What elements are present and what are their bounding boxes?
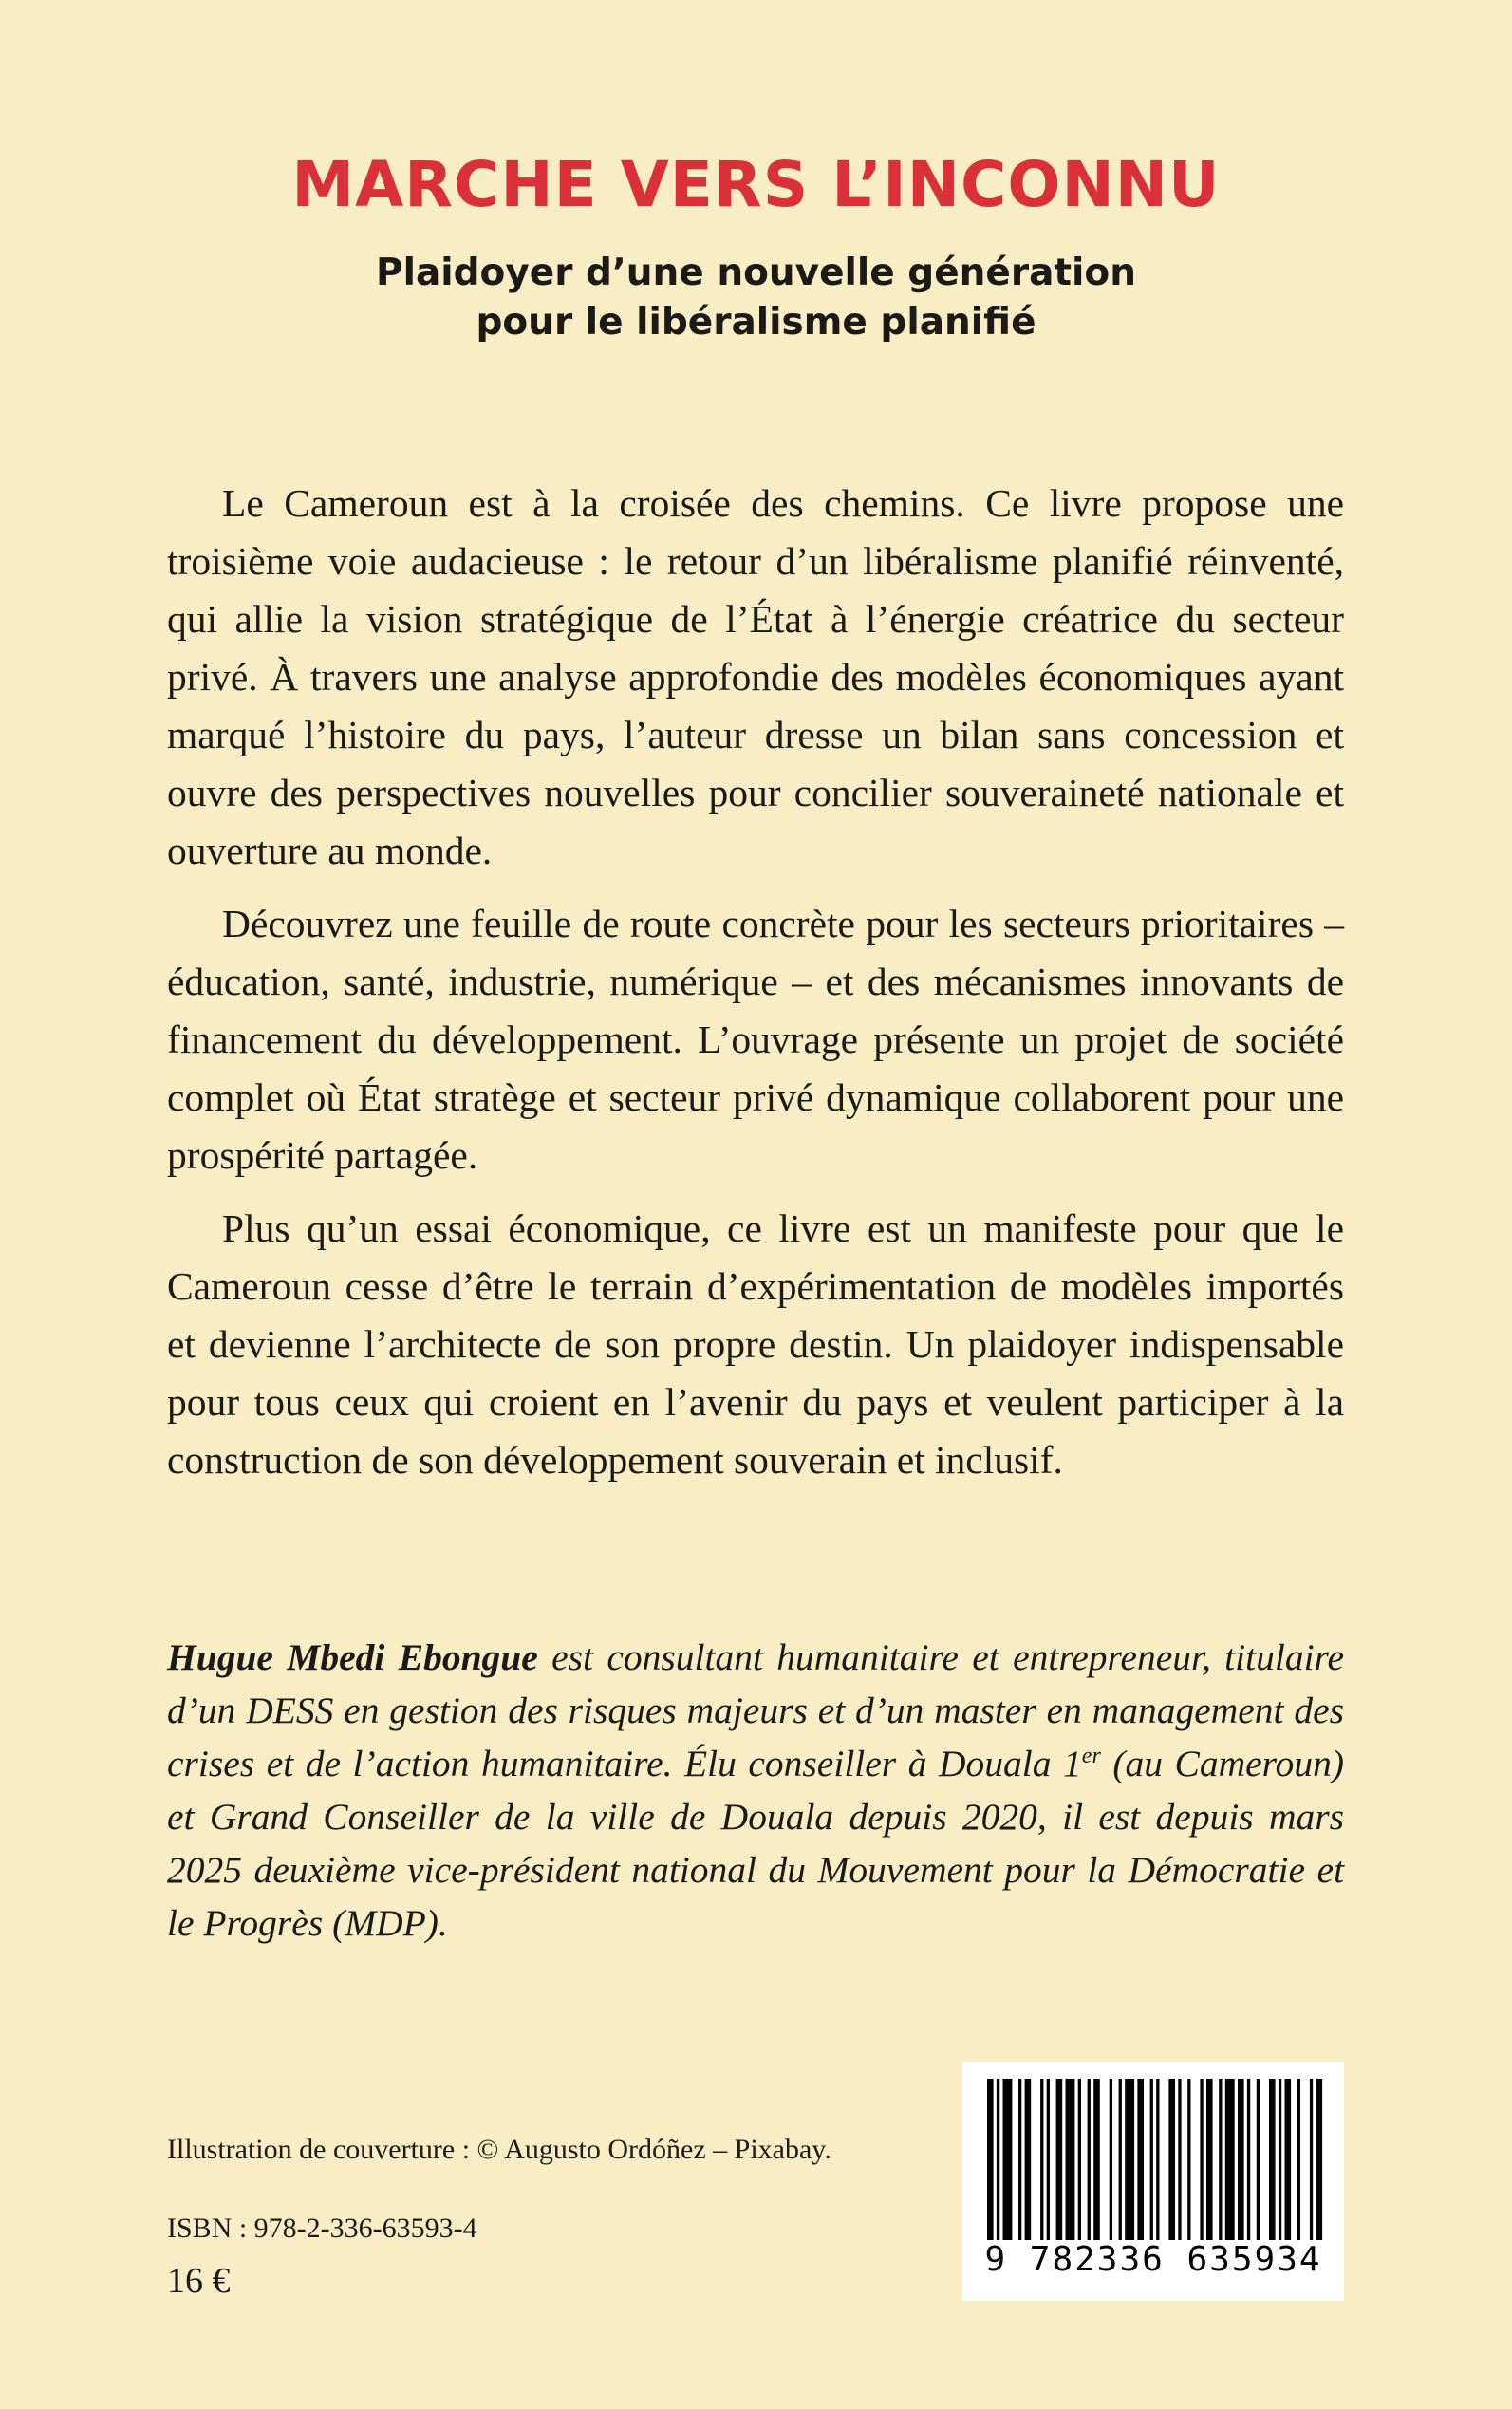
barcode-bar	[1269, 2079, 1276, 2240]
barcode-bar	[1137, 2079, 1144, 2240]
barcode-bar	[1150, 2079, 1153, 2240]
subtitle-line-2: pour le libéralisme planifié	[476, 301, 1036, 344]
barcode-bar	[1279, 2079, 1281, 2240]
barcode-bar	[1156, 2079, 1159, 2240]
barcode-bar	[1238, 2079, 1244, 2240]
barcode-bar	[1119, 2079, 1122, 2240]
author-bio	[167, 1631, 1344, 1950]
barcode-digits: 9 782336 635934	[984, 2240, 1322, 2279]
barcode-bar	[1297, 2079, 1300, 2240]
author-name: Hugue Mbedi Ebongue	[167, 1636, 538, 1678]
barcode-bar	[1316, 2079, 1323, 2240]
barcode-bar	[1025, 2079, 1032, 2240]
barcode-bar	[1178, 2079, 1181, 2240]
barcode-bar	[1125, 2079, 1134, 2240]
barcode-bar	[1247, 2079, 1250, 2240]
illustration-credit: Illustration de couverture : © Augusto Ordóñez – Pixabay.	[167, 2134, 831, 2165]
barcode-bar	[1003, 2079, 1013, 2240]
isbn-number: ISBN : 978-2-336-63593-4	[167, 2213, 477, 2244]
subtitle-line-1: Plaidoyer d’une nouvelle génération	[376, 252, 1136, 294]
summary-paragraph-3: Plus qu’un essai économique, ce livre est un manifeste pour que le Cameroun cesse d’être le terrain d’expérimentation de modèles importés et devienne l’architecte de son propre destin. Un plaidoyer indispensable pour tous ceux qui croient en l’avenir du pays et veulent participer à la construction de son développement souverain et inclusif.	[167, 1206, 1344, 1482]
barcode-bar	[1219, 2079, 1222, 2240]
book-subtitle	[0, 249, 1512, 347]
barcode	[962, 2062, 1344, 2301]
barcode-bar	[1225, 2079, 1235, 2240]
barcode-bar	[1110, 2079, 1112, 2240]
barcode-bar	[1168, 2079, 1175, 2240]
barcode-bar	[1200, 2079, 1203, 2240]
bio-text-part-1: est consultant humanitaire et entrepreneur, titulaire d’un DESS en gestion des risques majeurs et d’un master en management des crises et de l’action humanitaire. Élu conseiller à Douala 1	[167, 1636, 1344, 1784]
barcode-bar	[1093, 2079, 1100, 2240]
barcode-bar	[1088, 2079, 1091, 2240]
book-summary	[167, 475, 1344, 1504]
book-price: 16 €	[167, 2261, 231, 2301]
barcode-bar	[1047, 2079, 1050, 2240]
barcode-bar	[1056, 2079, 1063, 2240]
barcode-bar	[1310, 2079, 1313, 2240]
book-title: MARCHE VERS L’INCONNU	[291, 148, 1221, 221]
barcode-bar	[1078, 2079, 1081, 2240]
summary-paragraph-2: Découvrez une feuille de route concrète pour les secteurs prioritaires – éducation, santé, industrie, numérique – et des mécanismes innovants de financement du développement. L’ouvrage présente un projet de société complet où État stratège et secteur privé dynamique collaborent pour une prospérité partagée.	[167, 902, 1344, 1177]
barcode-bar	[997, 2079, 999, 2240]
bio-text-part-2: (au Cameroun) et Grand Conseiller de la ville de Douala depuis 2020, il est depuis mars 2025 deuxième vice-président national du Mouvement pour la Démocratie et le Progrès (MDP).	[167, 1743, 1344, 1944]
barcode-bars	[983, 2079, 1323, 2240]
barcode-bar	[1206, 2079, 1213, 2240]
barcode-bar	[1018, 2079, 1021, 2240]
summary-paragraph-1: Le Cameroun est à la croisée des chemins. Ce livre propose une troisième voie audacieuse : le retour d’un libéralisme planifié réinventé, qui allie la vision stratégique de l’État à l’énergie créatrice du secteur privé. À travers une analyse approfondie des modèles économiques ayant marqué l’histoire du pays, l’auteur dresse un bilan sans concession et ouvre des perspectives nouvelles pour concilier souveraineté nationale et ouverture au monde.	[167, 481, 1344, 872]
barcode-bar	[1040, 2079, 1043, 2240]
barcode-bar	[987, 2079, 994, 2240]
barcode-bar	[1187, 2079, 1190, 2240]
barcode-bar	[1285, 2079, 1292, 2240]
bio-superscript: er	[1081, 1743, 1101, 1768]
barcode-bar	[1066, 2079, 1075, 2240]
barcode-bar	[1257, 2079, 1260, 2240]
